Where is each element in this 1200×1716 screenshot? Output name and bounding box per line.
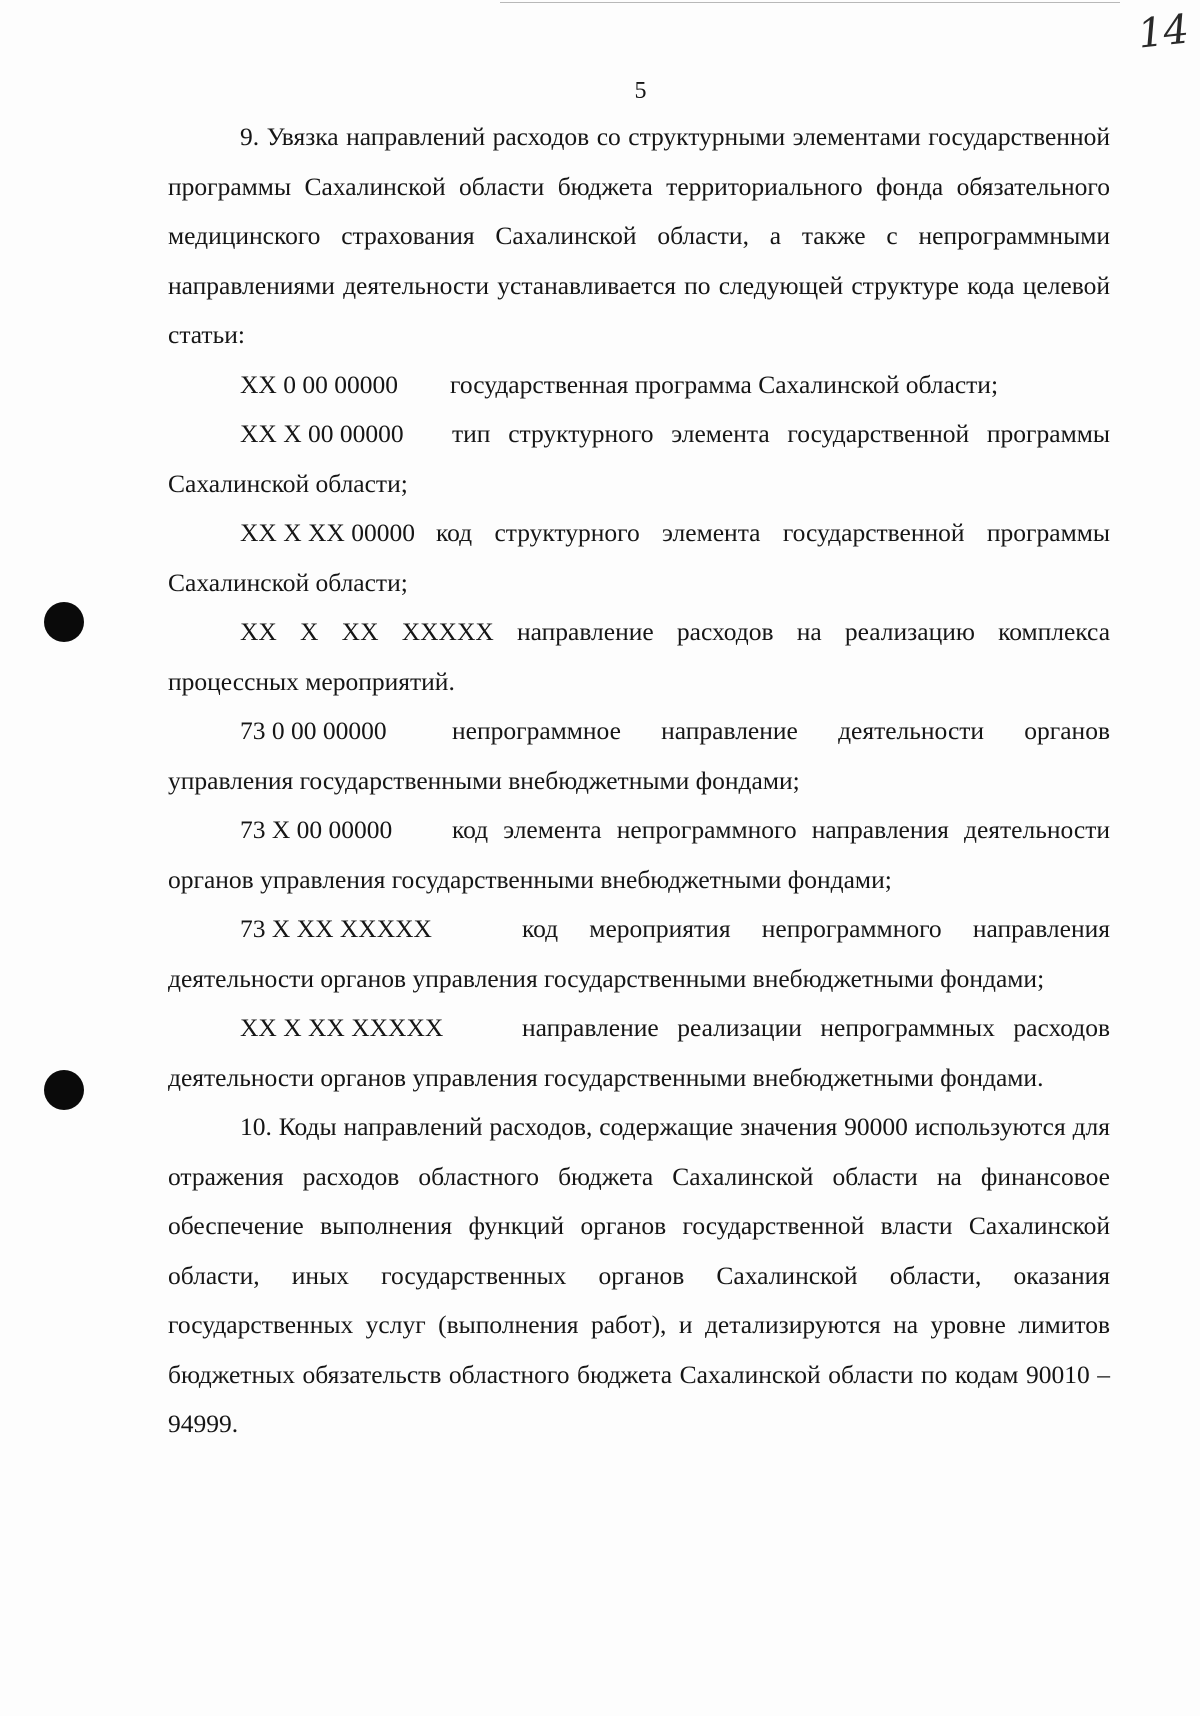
code-value: XX X XX 00000 — [240, 518, 415, 547]
code-value: 73 X XX XXXXX — [240, 914, 432, 943]
code-description: направление реализации непрограммных расходов деятельности органов управления государственными внебюджетными фондами. — [168, 1013, 1110, 1092]
code-value: 73 X 00 00000 — [240, 815, 393, 844]
punch-hole-mark — [44, 1070, 84, 1110]
code-value: XX X XX XXXXX — [240, 1013, 444, 1042]
code-item — [168, 1003, 1110, 1102]
punch-hole-mark — [44, 602, 84, 642]
code-description: тип структурного элемента государственной программы Сахалинской области; — [168, 419, 1110, 498]
code-description: код элемента непрограммного направления деятельности органов управления государственными внебюджетными фондами; — [168, 815, 1110, 894]
code-item — [168, 904, 1110, 1003]
code-description: направление расходов на реализацию комплекса процессных мероприятий. — [168, 617, 1111, 696]
code-item — [168, 607, 1110, 706]
code-description: код мероприятия непрограммного направления деятельности органов управления государственными внебюджетными фондами; — [168, 914, 1110, 993]
code-item — [168, 508, 1110, 607]
scan-edge-line — [500, 2, 1120, 3]
page-number: 5 — [634, 78, 647, 104]
document-body — [168, 112, 1110, 1449]
code-value: XX X XX XXXXX — [240, 617, 494, 646]
item-9-intro: 9. Увязка направлений расходов со структурными элементами государственной программы Сахалинской области бюджета территориального фонда обязательного медицинского страхования Сахалинской области, а также с непрограммными направлениями деятельности устанавливается по следующей структуре кода целевой статьи: — [168, 122, 1110, 349]
code-item — [168, 360, 1110, 410]
item-10-text: 10. Коды направлений расходов, содержащие значения 90000 используются для отражения расходов областного бюджета Сахалинской области на финансовое обеспечение выполнения функций органов государственной власти Сахалинской области, иных государственных органов Сахалинской области, оказания государственных услуг (выполнения работ), и детализируются на уровне лимитов бюджетных обязательств областного бюджета Сахалинской области по кодам 90010 – 94999. — [168, 1112, 1110, 1438]
code-value: XX X 00 00000 — [240, 419, 404, 448]
code-value: 73 0 00 00000 — [240, 716, 387, 745]
code-item — [168, 805, 1110, 904]
code-item — [168, 409, 1110, 508]
code-description: государственная программа Сахалинской области; — [450, 369, 999, 399]
code-item — [168, 706, 1110, 805]
handwritten-sheet-number: 14 — [1135, 6, 1192, 58]
code-description: непрограммное направление деятельности органов управления государственными внебюджетными фондами; — [168, 716, 1110, 795]
code-description: код структурного элемента государственной программы Сахалинской области; — [168, 518, 1110, 597]
code-value: XX 0 00 00000 — [240, 369, 398, 399]
